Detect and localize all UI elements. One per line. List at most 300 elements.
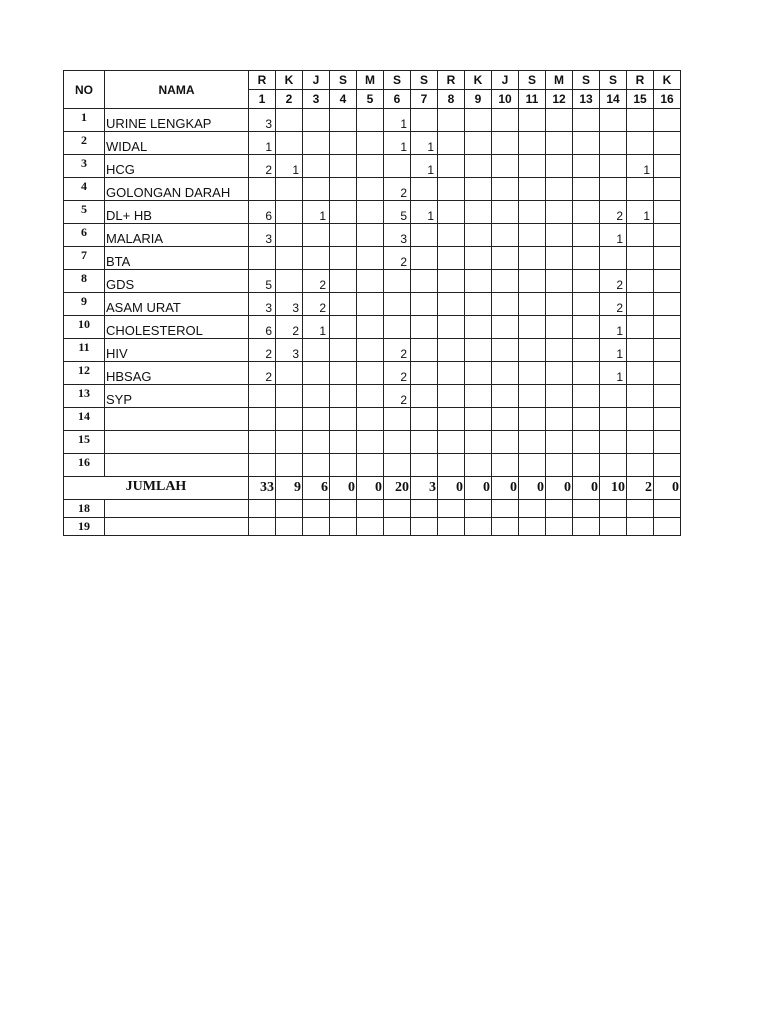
count-cell: 2 [384,339,411,362]
row-number: 6 [64,224,105,247]
count-cell: 2 [600,201,627,224]
count-cell [438,155,465,178]
count-cell [303,454,330,477]
count-cell [330,247,357,270]
count-cell [411,339,438,362]
count-cell [600,408,627,431]
count-cell [330,201,357,224]
row-number: 4 [64,178,105,201]
count-cell [411,500,438,518]
count-cell [438,201,465,224]
total-cell: 3 [411,477,438,500]
header-day-letter: S [573,71,600,90]
count-cell [330,132,357,155]
table-row [64,454,681,477]
count-cell [654,155,681,178]
row-number: 18 [64,500,105,518]
count-cell [330,339,357,362]
count-cell: 1 [600,362,627,385]
count-cell [573,270,600,293]
count-cell [519,362,546,385]
count-cell [357,132,384,155]
count-cell [546,155,573,178]
count-cell [357,339,384,362]
count-cell [357,500,384,518]
count-cell [411,408,438,431]
count-cell: 3 [249,224,276,247]
header-day-number: 14 [600,90,627,109]
total-cell: 0 [357,477,384,500]
count-cell [411,454,438,477]
count-cell [573,224,600,247]
header-day-number: 1 [249,90,276,109]
count-cell [600,454,627,477]
count-cell [330,109,357,132]
test-name: HIV [105,339,249,362]
count-cell [357,518,384,536]
count-cell [276,224,303,247]
count-cell: 6 [249,201,276,224]
count-cell [465,132,492,155]
count-cell [411,431,438,454]
count-cell: 2 [600,293,627,316]
count-cell [492,155,519,178]
count-cell [276,132,303,155]
count-cell [627,362,654,385]
count-cell [654,201,681,224]
count-cell [627,316,654,339]
count-cell [519,454,546,477]
count-cell: 3 [384,224,411,247]
test-name: WIDAL [105,132,249,155]
count-cell [384,316,411,339]
count-cell [303,500,330,518]
count-cell [438,385,465,408]
count-cell [519,247,546,270]
total-cell: 9 [276,477,303,500]
test-name: SYP [105,385,249,408]
header-day-number: 15 [627,90,654,109]
count-cell: 1 [249,132,276,155]
count-cell [411,316,438,339]
count-cell [627,339,654,362]
count-cell [573,201,600,224]
count-cell: 3 [249,109,276,132]
count-cell [519,408,546,431]
total-cell: 0 [573,477,600,500]
count-cell [384,518,411,536]
count-cell [492,385,519,408]
count-cell [492,339,519,362]
count-cell [492,518,519,536]
count-cell [600,109,627,132]
count-cell [438,293,465,316]
header-day-number: 8 [438,90,465,109]
count-cell [330,155,357,178]
count-cell [249,247,276,270]
count-cell [249,500,276,518]
count-cell [384,408,411,431]
count-cell [384,270,411,293]
count-cell: 3 [249,293,276,316]
count-cell [546,247,573,270]
count-cell [600,385,627,408]
count-cell [438,109,465,132]
count-cell [465,109,492,132]
count-cell [573,178,600,201]
header-day-letter: K [276,71,303,90]
row-number: 13 [64,385,105,408]
header-day-number: 10 [492,90,519,109]
count-cell [627,385,654,408]
count-cell [465,316,492,339]
count-cell [573,132,600,155]
count-cell [465,201,492,224]
count-cell [276,385,303,408]
test-name: DL+ HB [105,201,249,224]
header-day-letter: R [249,71,276,90]
count-cell [573,454,600,477]
count-cell [654,385,681,408]
count-cell [627,454,654,477]
count-cell [492,270,519,293]
count-cell [654,132,681,155]
count-cell [627,178,654,201]
count-cell [492,454,519,477]
count-cell: 1 [600,224,627,247]
test-name: GDS [105,270,249,293]
count-cell: 2 [384,362,411,385]
count-cell [519,339,546,362]
count-cell [627,224,654,247]
count-cell [438,316,465,339]
count-cell [357,431,384,454]
table-row [64,408,681,431]
count-cell [384,155,411,178]
row-number: 16 [64,454,105,477]
count-cell [654,431,681,454]
count-cell [465,500,492,518]
count-cell [465,362,492,385]
count-cell [627,270,654,293]
count-cell [600,155,627,178]
count-cell [492,178,519,201]
total-cell: 0 [654,477,681,500]
header-day-letter: S [330,71,357,90]
table-row [64,224,681,247]
count-cell [546,408,573,431]
count-cell [303,224,330,247]
table-row [64,201,681,224]
count-cell [465,454,492,477]
count-cell: 2 [249,155,276,178]
count-cell [546,454,573,477]
count-cell [546,201,573,224]
count-cell [654,408,681,431]
count-cell [492,408,519,431]
count-cell [249,408,276,431]
table-row [64,270,681,293]
count-cell [411,109,438,132]
count-cell [330,385,357,408]
header-day-number: 6 [384,90,411,109]
count-cell [303,362,330,385]
count-cell [546,224,573,247]
count-cell [411,385,438,408]
count-cell [330,316,357,339]
header-day-number: 5 [357,90,384,109]
row-number: 19 [64,518,105,536]
table-row [64,178,681,201]
count-cell [438,224,465,247]
count-cell: 5 [249,270,276,293]
count-cell [330,293,357,316]
count-cell [519,270,546,293]
count-cell: 2 [384,385,411,408]
count-cell [627,500,654,518]
count-cell: 1 [303,201,330,224]
table-row [64,385,681,408]
row-number: 7 [64,247,105,270]
count-cell [573,316,600,339]
count-cell [465,293,492,316]
count-cell [357,316,384,339]
count-cell [357,224,384,247]
table-body [64,109,681,536]
count-cell [357,293,384,316]
header-no: NO [64,71,105,109]
count-cell [492,293,519,316]
test-name [105,500,249,518]
count-cell [249,431,276,454]
count-cell [519,500,546,518]
count-cell [573,500,600,518]
count-cell [438,408,465,431]
count-cell [276,518,303,536]
header-day-number: 12 [546,90,573,109]
row-number: 5 [64,201,105,224]
count-cell [573,155,600,178]
count-cell [384,500,411,518]
table-row [64,247,681,270]
table-row [64,155,681,178]
count-cell: 2 [600,270,627,293]
total-cell: 33 [249,477,276,500]
header-day-letter: S [384,71,411,90]
count-cell: 1 [627,201,654,224]
count-cell [465,431,492,454]
count-cell [249,385,276,408]
table-row [64,518,681,536]
count-cell [519,518,546,536]
count-cell [438,132,465,155]
count-cell [411,178,438,201]
count-cell [384,454,411,477]
row-number: 9 [64,293,105,316]
row-number: 3 [64,155,105,178]
count-cell [627,293,654,316]
count-cell [573,518,600,536]
test-name: URINE LENGKAP [105,109,249,132]
count-cell: 3 [276,339,303,362]
count-cell [627,109,654,132]
count-cell: 2 [276,316,303,339]
test-name: ASAM URAT [105,293,249,316]
header-day-letter: J [303,71,330,90]
count-cell [357,201,384,224]
count-cell [276,431,303,454]
count-cell [465,178,492,201]
count-cell [357,270,384,293]
test-name: MALARIA [105,224,249,247]
count-cell: 1 [303,316,330,339]
count-cell [303,132,330,155]
count-cell [411,293,438,316]
count-cell [465,155,492,178]
count-cell [465,339,492,362]
count-cell [519,385,546,408]
count-cell [600,247,627,270]
count-cell [249,178,276,201]
test-name: CHOLESTEROL [105,316,249,339]
count-cell [519,293,546,316]
count-cell [654,270,681,293]
count-cell [438,518,465,536]
count-cell: 2 [249,362,276,385]
count-cell [573,362,600,385]
test-name: BTA [105,247,249,270]
count-cell [303,518,330,536]
total-cell: 0 [330,477,357,500]
test-name [105,454,249,477]
count-cell [654,178,681,201]
count-cell [357,362,384,385]
count-cell [573,408,600,431]
count-cell [519,178,546,201]
count-cell [357,178,384,201]
test-name: HBSAG [105,362,249,385]
count-cell [546,385,573,408]
count-cell [438,362,465,385]
table-row [64,316,681,339]
count-cell [357,155,384,178]
table-row [64,339,681,362]
total-cell: 0 [465,477,492,500]
table-row [64,431,681,454]
count-cell [438,247,465,270]
test-name [105,518,249,536]
lab-tally-table [63,70,681,536]
count-cell [600,431,627,454]
table-header [64,71,681,109]
count-cell: 1 [384,132,411,155]
count-cell [546,109,573,132]
count-cell [276,178,303,201]
count-cell: 2 [303,270,330,293]
total-cell: 0 [546,477,573,500]
total-cell: 2 [627,477,654,500]
row-number: 14 [64,408,105,431]
count-cell [519,155,546,178]
count-cell: 2 [303,293,330,316]
test-name [105,431,249,454]
count-cell [600,518,627,536]
count-cell [276,500,303,518]
count-cell [492,201,519,224]
count-cell [438,500,465,518]
count-cell [546,339,573,362]
count-cell [654,362,681,385]
count-cell [249,518,276,536]
count-cell [546,316,573,339]
header-day-letter: M [546,71,573,90]
header-day-letter: K [465,71,492,90]
count-cell [546,293,573,316]
total-cell: 0 [519,477,546,500]
count-cell [654,518,681,536]
count-cell [492,247,519,270]
count-cell [465,385,492,408]
count-cell [276,270,303,293]
count-cell [357,408,384,431]
count-cell [654,316,681,339]
count-cell [330,224,357,247]
count-cell [438,270,465,293]
count-cell [249,454,276,477]
count-cell [519,316,546,339]
count-cell: 1 [600,339,627,362]
count-cell [573,247,600,270]
total-cell: 20 [384,477,411,500]
count-cell [465,247,492,270]
count-cell [627,431,654,454]
table-row [64,293,681,316]
count-cell: 2 [384,247,411,270]
header-day-letter: R [438,71,465,90]
count-cell [600,178,627,201]
count-cell [654,247,681,270]
count-cell: 1 [411,155,438,178]
row-number: 12 [64,362,105,385]
header-day-letter: R [627,71,654,90]
count-cell [627,247,654,270]
count-cell [654,339,681,362]
count-cell [330,500,357,518]
count-cell [519,224,546,247]
count-cell [546,500,573,518]
row-number: 10 [64,316,105,339]
count-cell [627,132,654,155]
count-cell [357,109,384,132]
count-cell [303,178,330,201]
count-cell [438,454,465,477]
count-cell [330,362,357,385]
count-cell [303,431,330,454]
count-cell [519,201,546,224]
count-cell [573,385,600,408]
header-day-letter: K [654,71,681,90]
row-number: 11 [64,339,105,362]
count-cell [492,362,519,385]
count-cell [492,132,519,155]
count-cell: 6 [249,316,276,339]
header-day-number: 13 [573,90,600,109]
count-cell [492,316,519,339]
count-cell [303,408,330,431]
count-cell [384,293,411,316]
header-day-letter: S [411,71,438,90]
count-cell [519,109,546,132]
